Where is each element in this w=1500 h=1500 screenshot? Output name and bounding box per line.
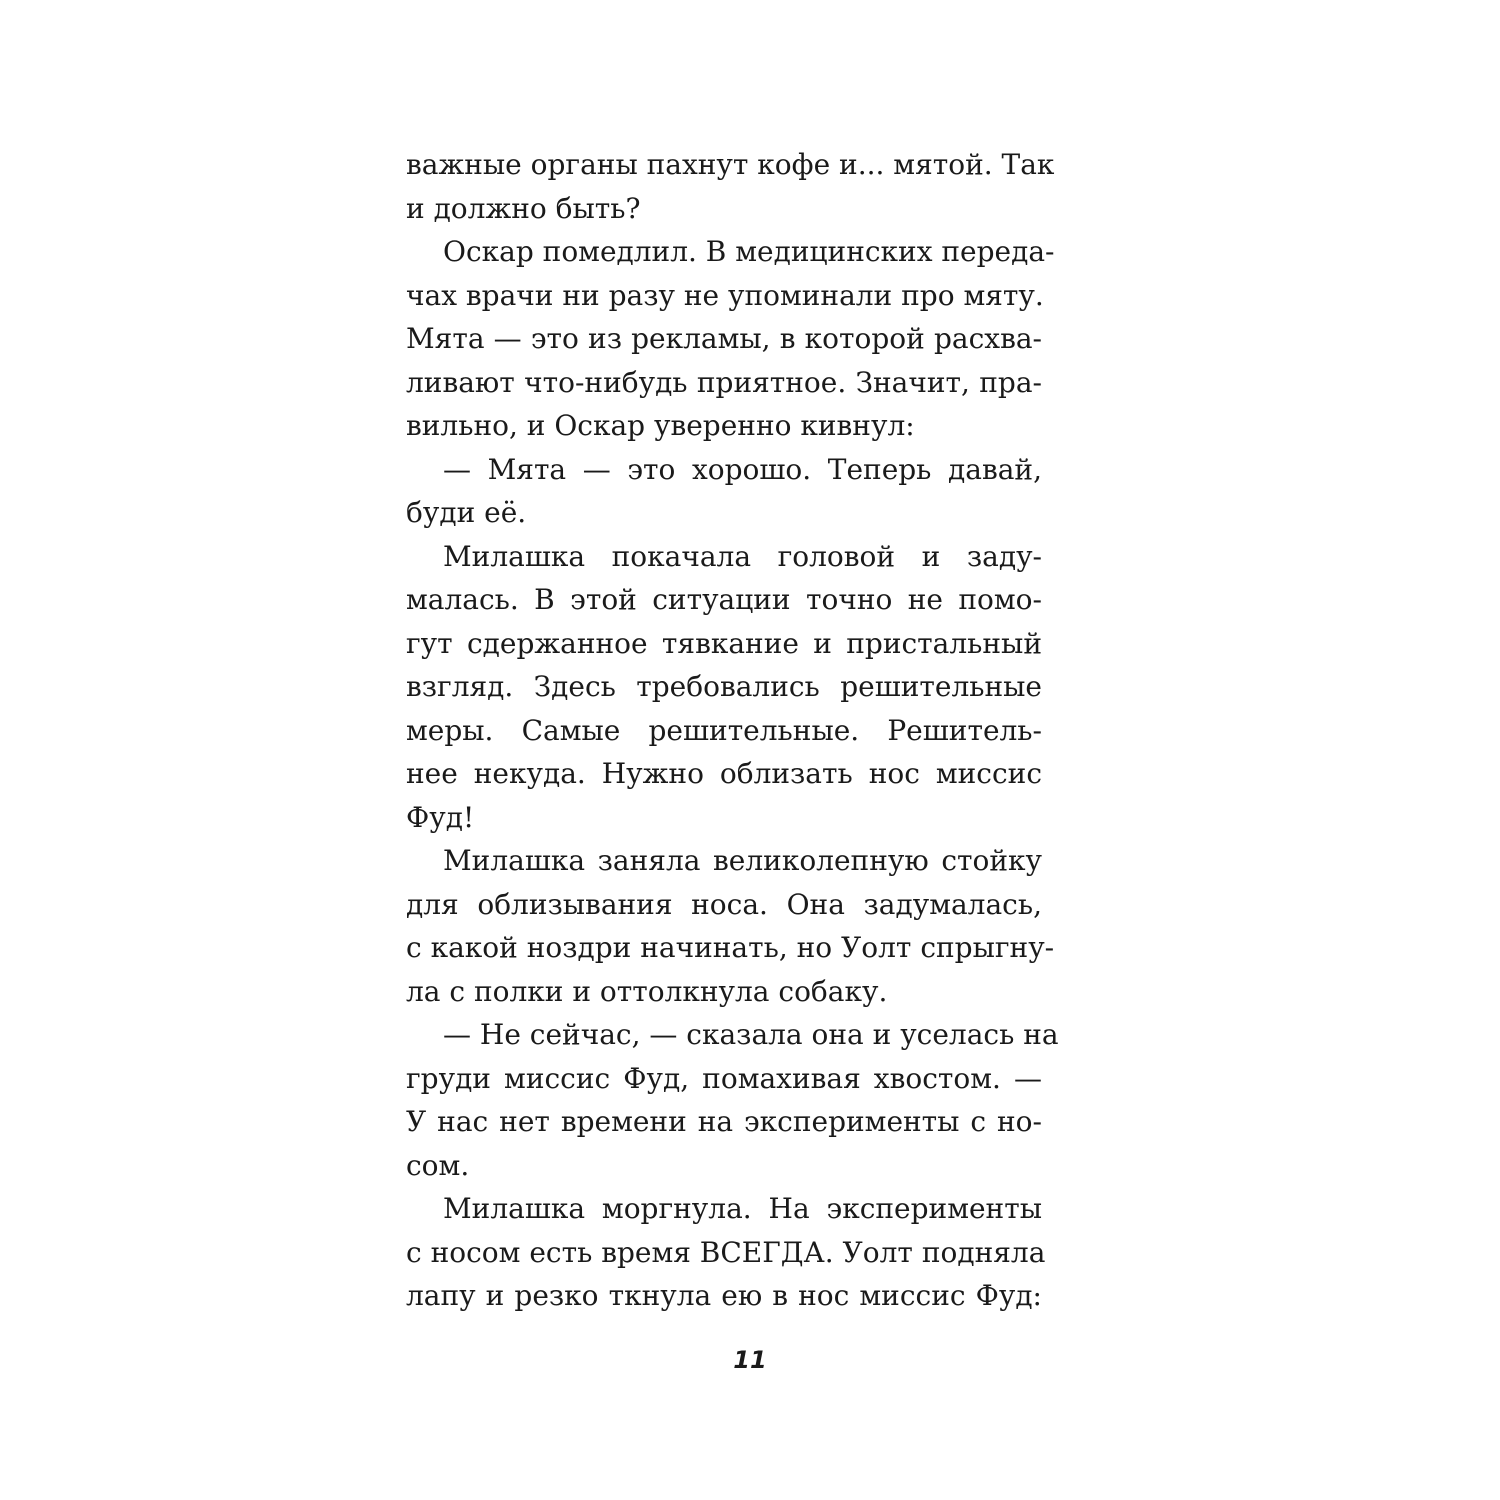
text-line: ла с полки и оттолкнула собаку. — [406, 974, 888, 1008]
text-line: Оскар помедлил. В медицинских переда- — [443, 235, 1055, 268]
page-number: 11 — [733, 1346, 767, 1374]
text-line: вильно, и Оскар уверенно кивнул: — [406, 409, 915, 442]
text-line: груди миссис Фуд, помахивая хвостом. — — [406, 1061, 1042, 1095]
text-line: Мята — это из рекламы, в которой расхва- — [406, 322, 1042, 355]
text-line: и должно быть? — [406, 191, 641, 225]
text-line: чах врачи ни разу не упоминали про мяту. — [406, 278, 1044, 312]
text-line: гут сдержанное тявкание и пристальный — [406, 626, 1042, 660]
text-line: меры. Самые решительные. Решитель- — [406, 713, 1042, 747]
text-line: с какой ноздри начинать, но Уолт спрыгну- — [406, 931, 1055, 964]
text-line: — Не сейчас, — сказала она и уселась на — [443, 1018, 1059, 1051]
text-line: малась. В этой ситуации точно не помо- — [406, 583, 1042, 616]
text-line: важные органы пахнут кофе и... мятой. Так — [406, 148, 1055, 181]
text-line: Милашка заняла великолепную стойку — [443, 844, 1042, 877]
text-line: лапу и резко ткнула ею в нос миссис Фуд: — [406, 1279, 1042, 1312]
text-line: взгляд. Здесь требовались решительные — [406, 670, 1042, 703]
text-line: нее некуда. Нужно облизать нос миссис — [406, 757, 1042, 790]
text-line: буди её. — [406, 496, 527, 529]
text-line: — Мята — это хорошо. Теперь давай, — [443, 452, 1042, 486]
text-line: У нас нет времени на эксперименты с но- — [406, 1105, 1042, 1138]
text-line: Фуд! — [406, 800, 475, 834]
page-text — [406, 143, 1059, 1318]
text-line: Милашка покачала головой и заду- — [443, 539, 1042, 573]
text-line: ливают что-нибудь приятное. Значит, пра- — [406, 365, 1042, 399]
text-line: для облизывания носа. Она задумалась, — [406, 887, 1042, 921]
text-line: сом. — [406, 1148, 470, 1182]
text-line: Милашка моргнула. На эксперименты — [443, 1192, 1042, 1225]
text-line: с носом есть время ВСЕГДА. Уолт подняла — [406, 1235, 1046, 1269]
